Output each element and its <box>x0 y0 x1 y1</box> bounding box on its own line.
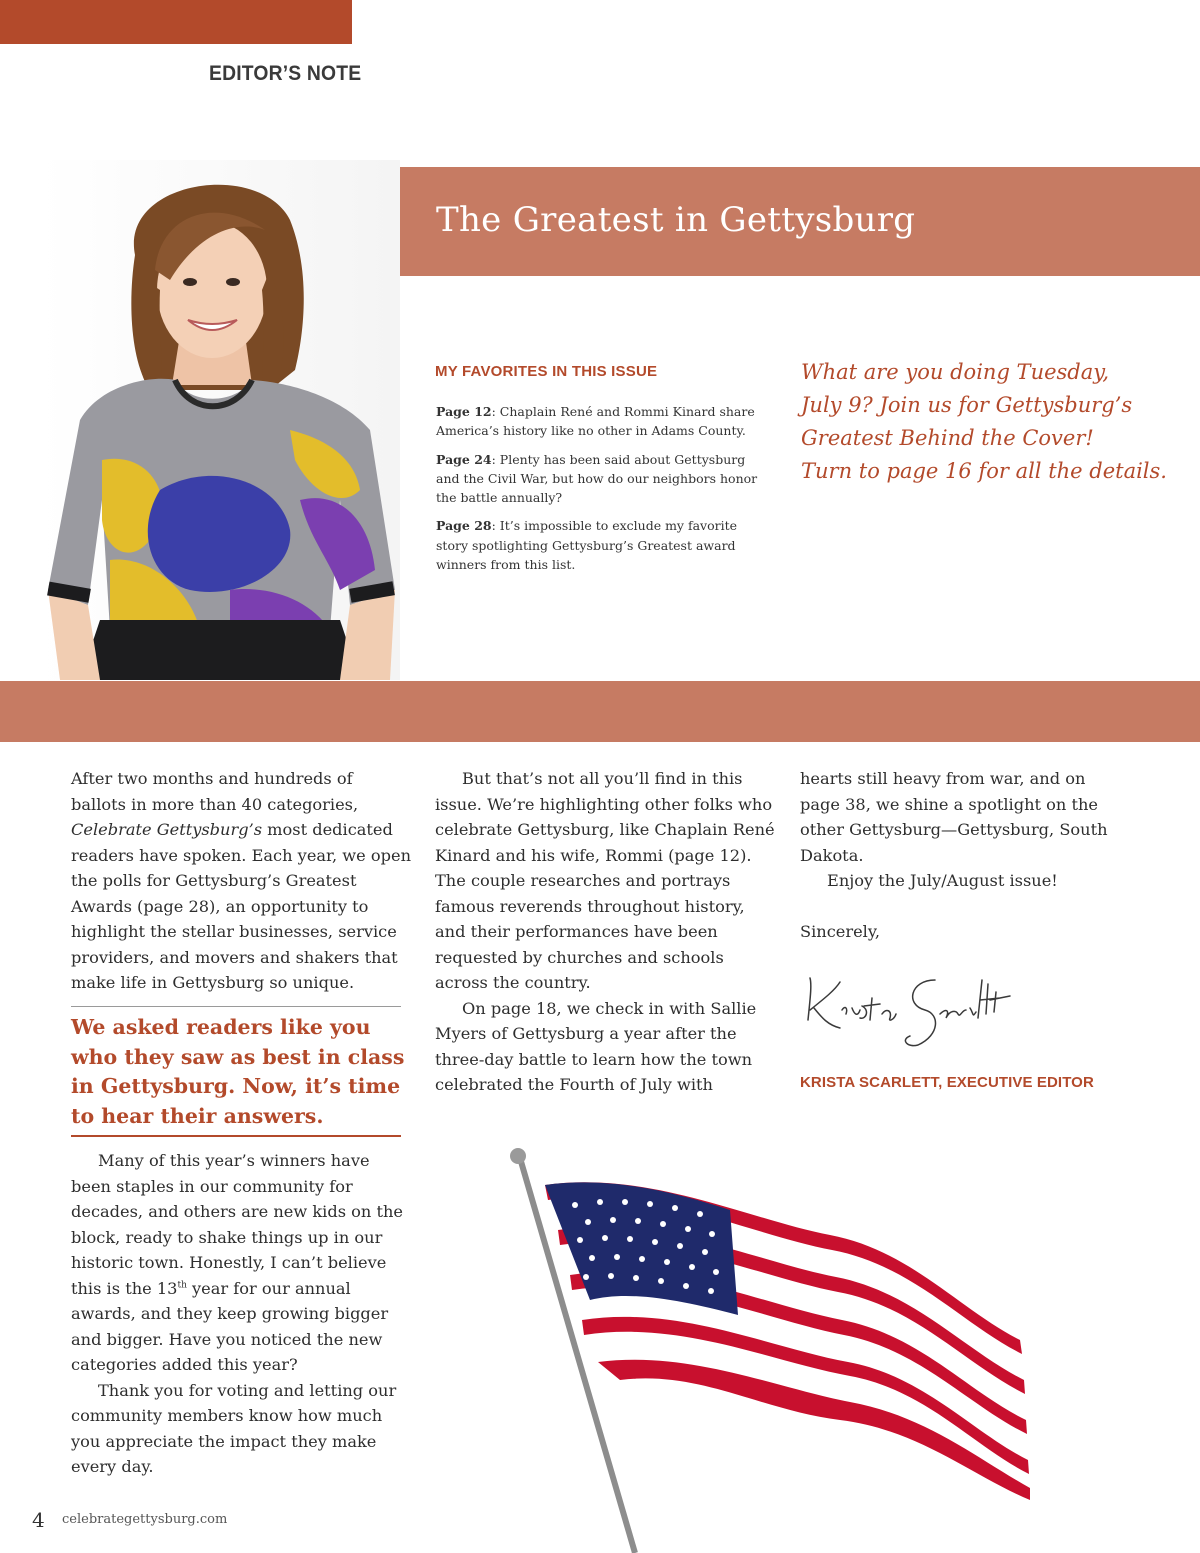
pullquote-rule-bottom <box>71 1135 401 1137</box>
pullquote-rule-top <box>71 1006 401 1007</box>
body-paragraph: hearts still heavy from war, and on page 38, we shine a spotlight on the other Gettysburg—Gettysburg, South Dakota. <box>800 769 1108 865</box>
text-run: Many of this year’s winners have been staples in our community for decades, and others are new kids on the block, ready to shake things up in our historic town. Honestly, I can’t believe this is the 13 <box>71 1151 403 1298</box>
callout-line: Turn to page 16 for all the details. <box>801 459 1167 483</box>
favorite-text: : It’s impossible to exclude my favorite story spotlighting Gettysburg’s Greatest award winners from this list. <box>436 518 738 573</box>
favorites-list <box>436 402 766 583</box>
favorite-text: : Chaplain René and Rommi Kinard share America’s history like no other in Adams County. <box>436 404 755 439</box>
editor-portrait <box>40 160 400 680</box>
body-column-2 <box>435 766 780 1098</box>
text-run: year for our annual awards, and they keep growing bigger and bigger. Have you noticed the new categories added this year? <box>71 1278 389 1374</box>
body-column-1 <box>71 766 411 996</box>
favorite-item <box>436 402 766 441</box>
body-column-3 <box>800 766 1120 944</box>
page-title: The Greatest in Gettysburg <box>436 200 916 240</box>
text-run: After two months and hundreds of ballots in more than 40 categories, <box>71 769 359 814</box>
american-flag-image <box>500 1140 1060 1553</box>
callout-line: July 9? Join us for Gettysburg’s <box>801 393 1133 417</box>
favorite-item <box>436 450 766 508</box>
text-run: most dedicated readers have spoken. Each year, we open the polls for Gettysburg’s Greatest Awards (page 28), an opportunity to highlight the stellar businesses, service providers, and movers and shakers that make life in Gettysburg so unique. <box>71 820 411 992</box>
body-paragraph: Enjoy the July/August issue! <box>827 871 1058 890</box>
footer-website: celebrategettysburg.com <box>62 1512 228 1527</box>
magazine-name: Celebrate Gettysburg’s <box>71 820 263 839</box>
pull-quote: We asked readers like you who they saw as best in class in Gettysburg. Now, it’s time to hear their answers. <box>71 1015 405 1128</box>
ordinal-suffix: th <box>177 1280 187 1291</box>
header-accent-bar <box>0 0 352 44</box>
body-paragraph: But that’s not all you’ll find in this issue. We’re highlighting other folks who celebrate Gettysburg, like Chaplain René Kinard and his wife, Rommi (page 12). The couple researches and portrays famous reverends throughout history, and their performances have been requested by churches and schools across the country. <box>435 769 775 992</box>
favorite-page-ref: Page 24 <box>436 451 492 467</box>
favorite-page-ref: Page 28 <box>436 518 492 534</box>
body-column-1-continued <box>71 1148 411 1480</box>
editor-signature <box>800 970 1030 1055</box>
closing-salutation: Sincerely, <box>800 921 880 941</box>
body-paragraph <box>71 1148 411 1378</box>
signer-credit: KRISTA SCARLETT, EXECUTIVE EDITOR <box>800 1074 1094 1091</box>
body-paragraph: On page 18, we check in with Sallie Myers of Gettysburg a year after the three-day battle to learn how the town celebrated the Fourth of July with <box>435 998 757 1094</box>
favorite-item <box>436 516 766 574</box>
event-callout <box>801 356 1181 488</box>
callout-line: What are you doing Tuesday, <box>801 360 1110 384</box>
callout-line: Greatest Behind the Cover! <box>801 426 1094 450</box>
body-paragraph: Thank you for voting and letting our community members know how much you appreciate the impact they make every day. <box>71 1380 397 1476</box>
favorites-heading: MY FAVORITES IN THIS ISSUE <box>435 363 658 380</box>
favorite-text: : Plenty has been said about Gettysburg and the Civil War, but how do our neighbors honor the battle annually? <box>436 451 758 506</box>
body-paragraph <box>71 766 411 996</box>
section-label: EDITOR’S NOTE <box>209 62 362 85</box>
favorite-page-ref: Page 12 <box>436 404 492 419</box>
page-number: 4 <box>32 1508 45 1532</box>
divider-band <box>0 681 1200 742</box>
